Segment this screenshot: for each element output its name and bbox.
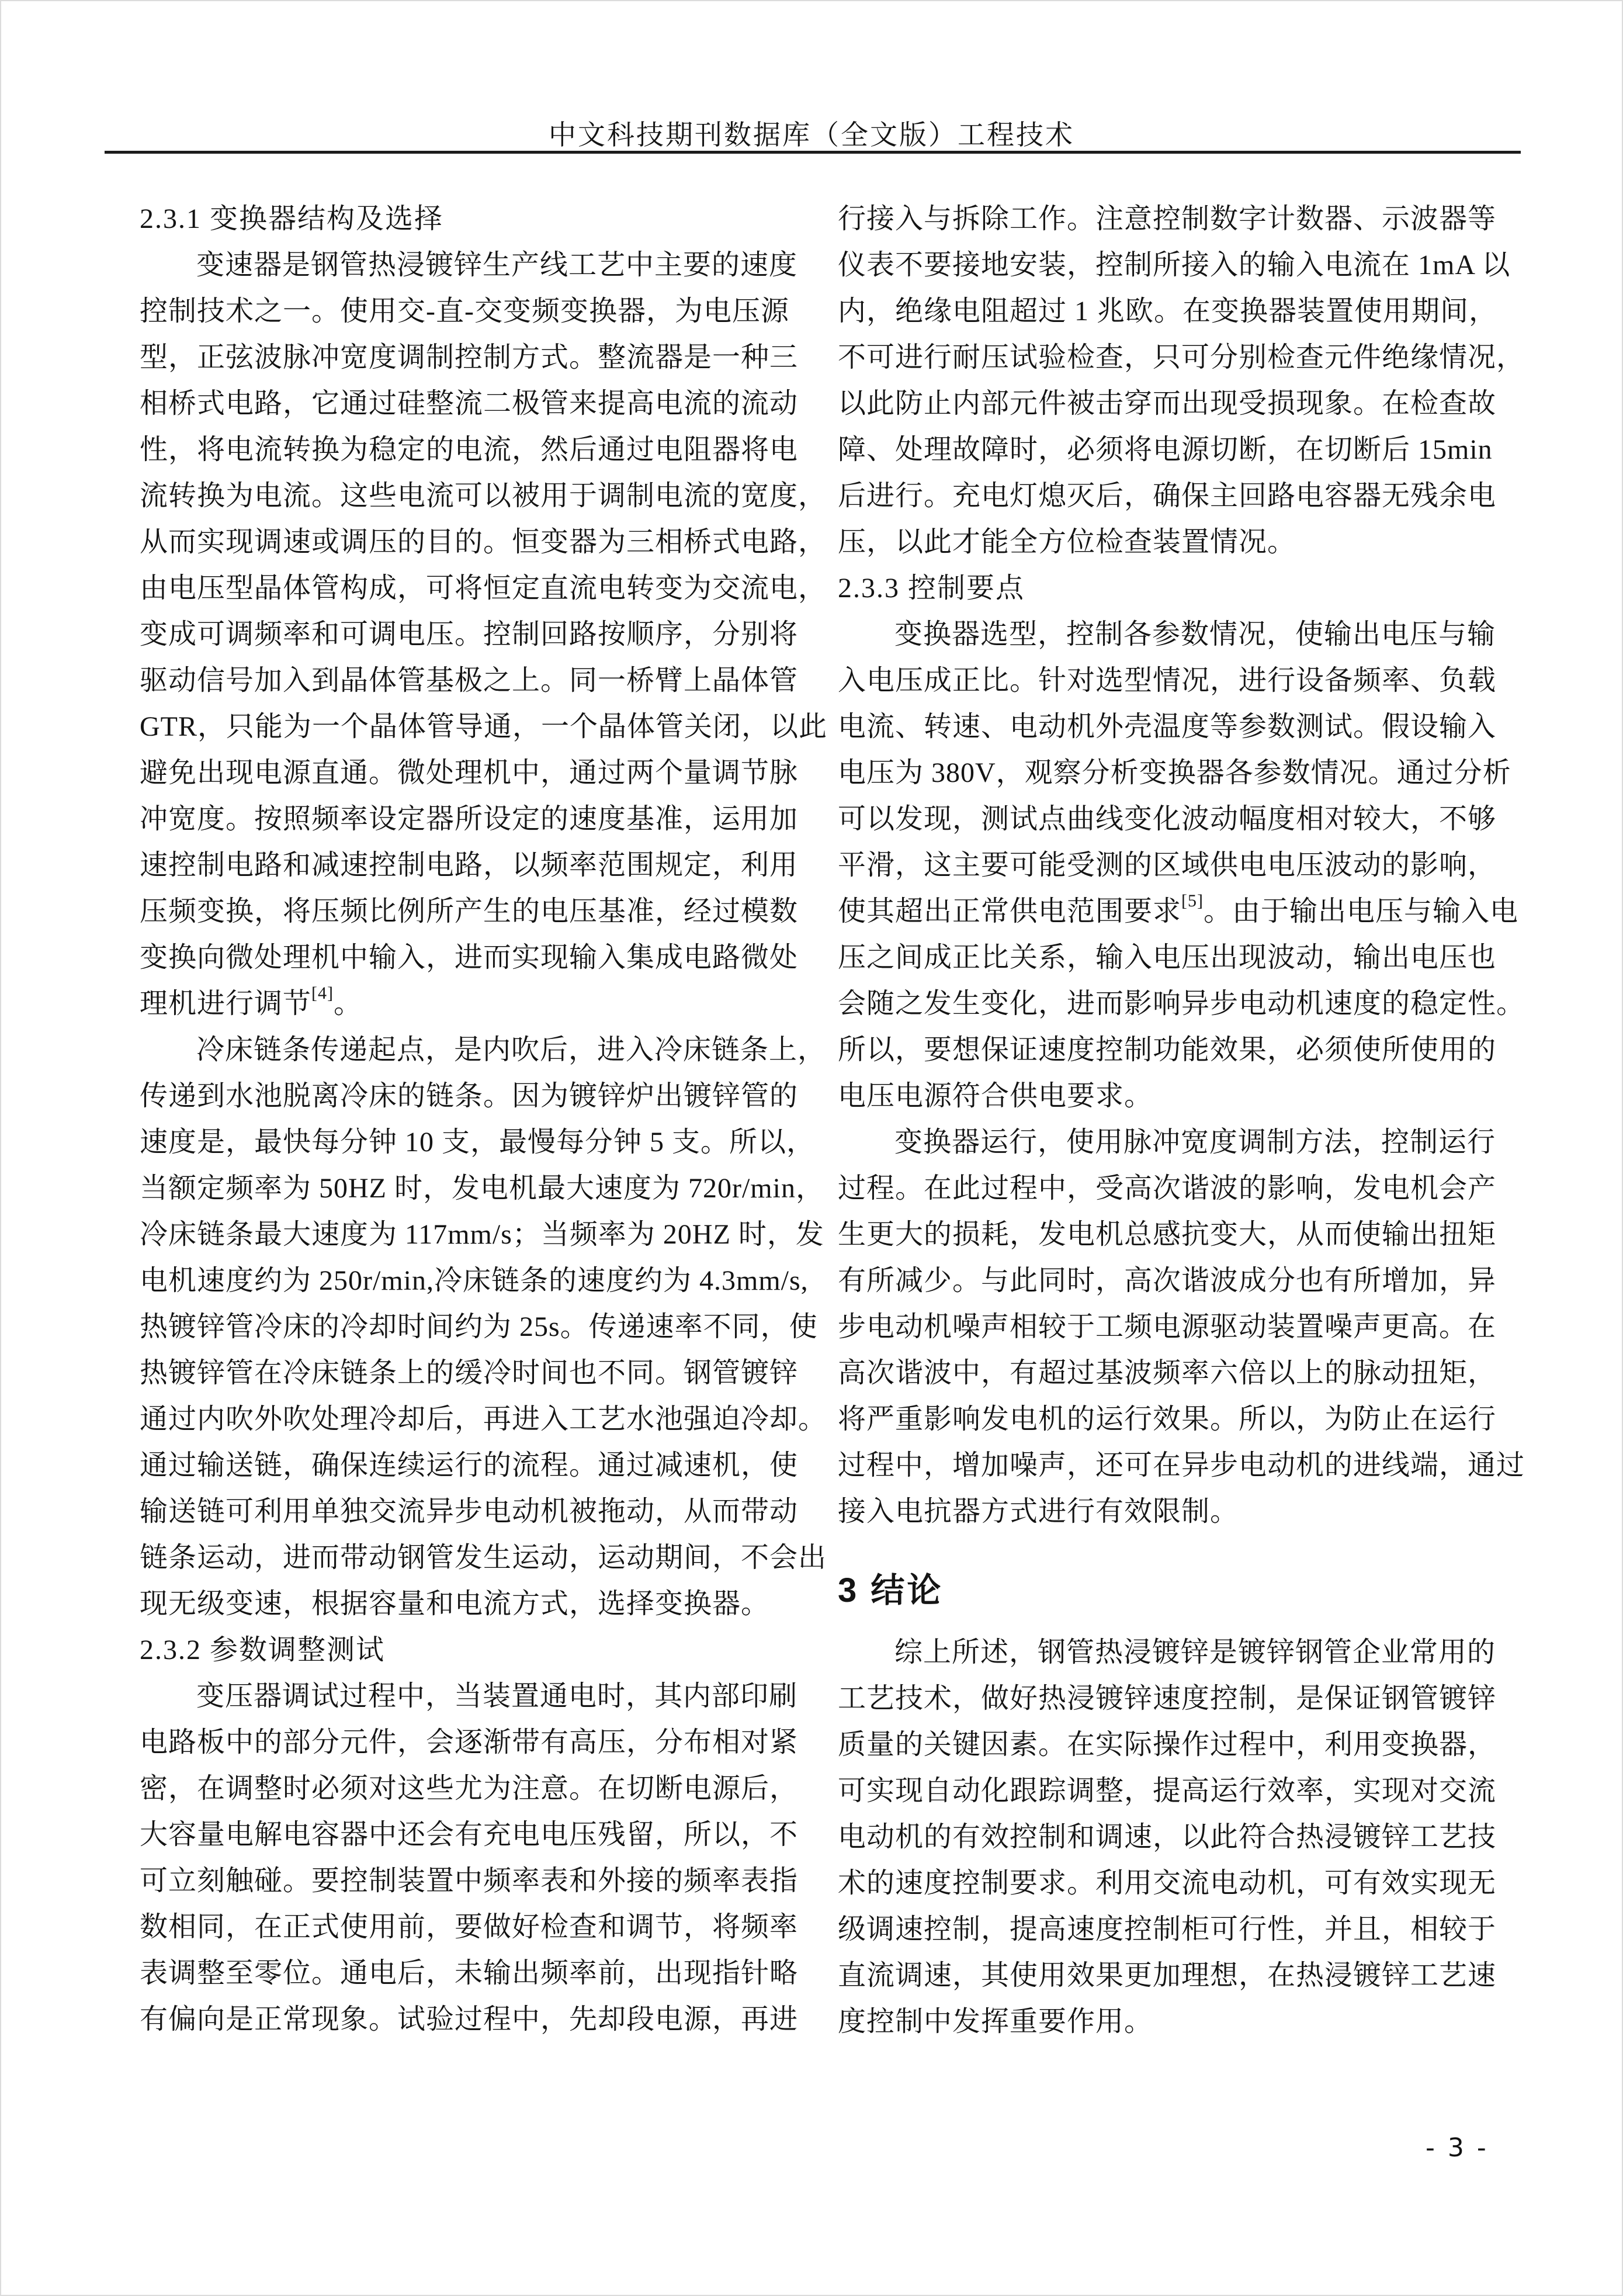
text-line: 冲宽度。按照频率设定器所设定的速度基准，运用加 bbox=[140, 804, 799, 834]
text-line bbox=[838, 888, 1518, 934]
text-line: 通过输送链，确保连续运行的流程。通过减速机，使 bbox=[140, 1450, 799, 1481]
text-line: 电机速度约为 250r/min,冷床链条的速度约为 4.3mm/s, bbox=[140, 1265, 809, 1296]
text-line: 将严重影响发电机的运行效果。所以，为防止在运行 bbox=[838, 1404, 1497, 1435]
text-line: 生更大的损耗，发电机总感抗变大，从而使输出扭矩 bbox=[838, 1219, 1497, 1250]
text-line: 接入电抗器方式进行有效限制。 bbox=[838, 1496, 1239, 1527]
text-line: 压频变换，将压频比例所产生的电压基准，经过模数 bbox=[140, 896, 799, 927]
section-heading: 2.3.2 参数调整测试 bbox=[140, 1634, 386, 1665]
text-line: 冷床链条最大速度为 117mm/s；当频率为 20HZ 时，发 bbox=[140, 1219, 824, 1250]
text-line: 变换器选型，控制各参数情况，使输出电压与输 bbox=[894, 619, 1496, 650]
text-line: 热镀锌管在冷床链条上的缓冷时间也不同。钢管镀锌 bbox=[140, 1357, 799, 1388]
text-line: 输送链可利用单独交流异步电动机被拖动，从而带动 bbox=[140, 1496, 799, 1527]
text-line: 速控制电路和减速控制电路，以频率范围规定，利用 bbox=[140, 850, 799, 881]
text-line: 后进行。充电灯熄灭后，确保主回路电容器无残余电 bbox=[838, 480, 1497, 511]
page-header-journal-title: 中文科技期刊数据库（全文版）工程技术 bbox=[549, 120, 1074, 151]
text-line: 通过内吹外吹处理冷却后，再进入工艺水池强迫冷却。 bbox=[140, 1404, 827, 1435]
text-line: 电流、转速、电动机外壳温度等参数测试。假设输入 bbox=[838, 711, 1497, 742]
text-line: GTR，只能为一个晶体管导通，一个晶体管关闭，以此 bbox=[140, 711, 828, 742]
citation-superscript: [4] bbox=[311, 983, 334, 1003]
text-line: 数相同，在正式使用前，要做好检查和调节，将频率 bbox=[140, 1911, 799, 1942]
text-line: 行接入与拆除工作。注意控制数字计数器、示波器等 bbox=[838, 203, 1497, 234]
text-line: 高次谐波中，有超过基波频率六倍以上的脉动扭矩， bbox=[838, 1357, 1497, 1388]
text-line: 表调整至零位。通电后，未输出频率前，出现指针略 bbox=[140, 1958, 799, 1989]
text-line: 变压器调试过程中，当装置通电时，其内部印刷 bbox=[196, 1681, 798, 1712]
text-line: 速度是，最快每分钟 10 支，最慢每分钟 5 支。所以， bbox=[140, 1127, 816, 1158]
section-heading: 2.3.3 控制要点 bbox=[838, 573, 1025, 604]
text-line: 直流调速，其使用效果更加理想，在热浸镀锌工艺速 bbox=[838, 1960, 1497, 1991]
text-segment: 。由于输出电压与输入电 bbox=[1204, 896, 1519, 927]
text-line: 入电压成正比。针对选型情况，进行设备频率、负载 bbox=[838, 665, 1497, 696]
text-line: 步电动机噪声相较于工频电源驱动装置噪声更高。在 bbox=[838, 1311, 1497, 1342]
text-line: 电动机的有效控制和调速，以此符合热浸镀锌工艺技 bbox=[838, 1821, 1497, 1852]
text-line: 电压电源符合供电要求。 bbox=[838, 1081, 1153, 1111]
text-line: 级调速控制，提高速度控制柜可行性，并且，相较于 bbox=[838, 1914, 1497, 1945]
text-line: 可以发现，测试点曲线变化波动幅度相对较大，不够 bbox=[838, 804, 1497, 834]
citation-superscript: [5] bbox=[1181, 891, 1204, 910]
text-line: 变换向微处理机中输入，进而实现输入集成电路微处 bbox=[140, 942, 799, 973]
text-line: 热镀锌管冷床的冷却时间约为 25s。传递速率不同，使 bbox=[140, 1311, 818, 1342]
text-line: 驱动信号加入到晶体管基极之上。同一桥臂上晶体管 bbox=[140, 665, 799, 696]
text-line: 工艺技术，做好热浸镀锌速度控制，是保证钢管镀锌 bbox=[838, 1683, 1497, 1714]
text-line: 性，将电流转换为稳定的电流，然后通过电阻器将电 bbox=[140, 434, 799, 465]
text-line: 障、处理故障时，必须将电源切断，在切断后 15min bbox=[838, 434, 1493, 465]
text-line: 大容量电解电容器中还会有充电电压残留，所以，不 bbox=[140, 1819, 799, 1850]
text-line: 变速器是钢管热浸镀锌生产线工艺中主要的速度 bbox=[196, 250, 798, 280]
text-line: 压之间成正比关系，输入电压出现波动，输出电压也 bbox=[838, 942, 1497, 973]
text-line: 术的速度控制要求。利用交流电动机，可有效实现无 bbox=[838, 1868, 1497, 1899]
text-line: 型，正弦波脉冲宽度调制控制方式。整流器是一种三 bbox=[140, 342, 799, 373]
text-line: 有偏向是正常现象。试验过程中，先却段电源，再进 bbox=[140, 2004, 799, 2035]
text-line: 压，以此才能全方位检查装置情况。 bbox=[838, 527, 1296, 557]
text-line: 变换器运行，使用脉冲宽度调制方法，控制运行 bbox=[894, 1127, 1496, 1158]
text-line: 会随之发生变化，进而影响异步电动机速度的稳定性。 bbox=[838, 988, 1525, 1019]
text-line: 电压为 380V，观察分析变换器各参数情况。通过分析 bbox=[838, 757, 1511, 788]
text-line: 电路板中的部分元件，会逐渐带有高压，分布相对紧 bbox=[140, 1727, 799, 1758]
text-line: 从而实现调速或调压的目的。恒变器为三相桥式电路， bbox=[140, 527, 827, 557]
text-line bbox=[140, 981, 820, 1027]
section-heading: 2.3.1 变换器结构及选择 bbox=[140, 203, 444, 234]
text-line: 相桥式电路，它通过硅整流二极管来提高电流的流动 bbox=[140, 388, 799, 419]
page-number: - 3 - bbox=[1426, 2133, 1489, 2163]
text-line: 综上所述，钢管热浸镀锌是镀锌钢管企业常用的 bbox=[894, 1637, 1496, 1668]
text-line: 所以，要想保证速度控制功能效果，必须使所使用的 bbox=[838, 1034, 1497, 1065]
text-line: 传递到水池脱离冷床的链条。因为镀锌炉出镀锌管的 bbox=[140, 1081, 799, 1111]
text-line: 避免出现电源直通。微处理机中，通过两个量调节脉 bbox=[140, 757, 799, 788]
text-line: 密，在调整时必须对这些尤为注意。在切断电源后， bbox=[140, 1773, 799, 1804]
text-line: 冷床链条传递起点，是内吹后，进入冷床链条上， bbox=[196, 1034, 827, 1065]
text-line: 当额定频率为 50HZ 时，发电机最大速度为 720r/min， bbox=[140, 1173, 824, 1204]
text-line: 不可进行耐压试验检查，只可分别检查元件绝缘情况， bbox=[838, 342, 1525, 373]
left-text-column bbox=[140, 196, 828, 2042]
text-line: 仪表不要接地安装，控制所接入的输入电流在 1mA 以 bbox=[838, 250, 1511, 280]
text-line: 以此防止内部元件被击穿而出现受损现象。在检查故 bbox=[838, 388, 1497, 419]
header-divider-rule bbox=[105, 151, 1521, 154]
text-line: 变成可调频率和可调电压。控制回路按顺序，分别将 bbox=[140, 619, 799, 650]
text-line: 链条运动，进而带动钢管发生运动，运动期间，不会出 bbox=[140, 1542, 827, 1573]
text-line: 控制技术之一。使用交-直-交变频变换器，为电压源 bbox=[140, 296, 789, 327]
text-line: 可立刻触碰。要控制装置中频率表和外接的频率表指 bbox=[140, 1865, 799, 1896]
text-segment: 使其超出正常供电范围要求 bbox=[838, 896, 1182, 927]
text-line: 内，绝缘电阻超过 1 兆欧。在变换器装置使用期间， bbox=[838, 296, 1498, 327]
text-line: 由电压型晶体管构成，可将恒定直流电转变为交流电， bbox=[140, 573, 827, 604]
text-line: 质量的关键因素。在实际操作过程中，利用变换器， bbox=[838, 1729, 1497, 1760]
text-line: 有所减少。与此同时，高次谐波成分也有所增加，异 bbox=[838, 1265, 1497, 1296]
text-line: 平滑，这主要可能受测的区域供电电压波动的影响， bbox=[838, 850, 1497, 881]
text-segment: 理机进行调节 bbox=[140, 988, 312, 1019]
section-heading: 3 结论 bbox=[838, 1571, 944, 1609]
text-segment: 。 bbox=[334, 988, 363, 1019]
text-line: 过程中，增加噪声，还可在异步电动机的进线端，通过 bbox=[838, 1450, 1525, 1481]
text-line: 过程。在此过程中，受高次谐波的影响，发电机会产 bbox=[838, 1173, 1497, 1204]
text-line: 流转换为电流。这些电流可以被用于调制电流的宽度， bbox=[140, 480, 827, 511]
text-line: 现无级变速，根据容量和电流方式，选择变换器。 bbox=[140, 1588, 770, 1619]
text-line: 度控制中发挥重要作用。 bbox=[838, 2006, 1153, 2037]
right-text-column bbox=[838, 196, 1525, 2045]
text-line: 可实现自动化跟踪调整，提高运行效率，实现对交流 bbox=[838, 1775, 1497, 1806]
